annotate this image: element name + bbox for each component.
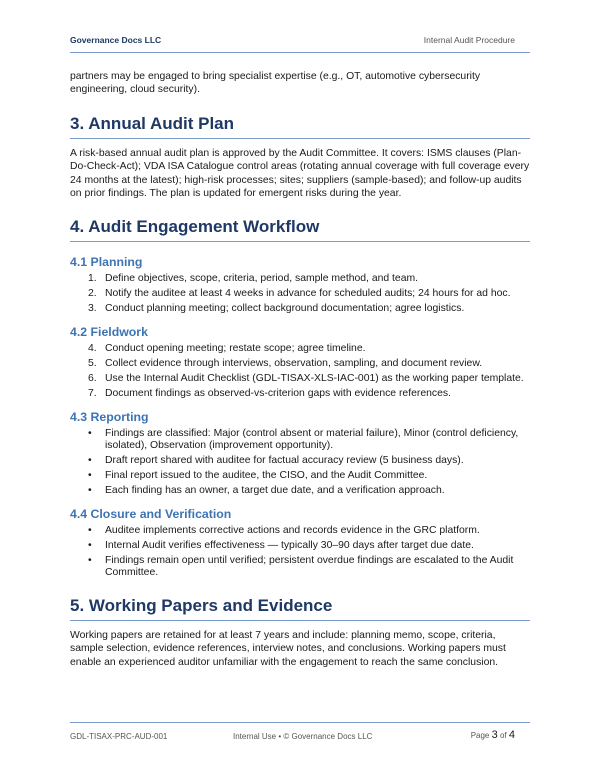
subsection-reporting-heading: 4.3 Reporting bbox=[70, 409, 149, 424]
bullet-icon: • bbox=[88, 455, 92, 467]
list-item-text: Notify the auditee at least 4 weeks in advance for scheduled audits; 24 hours for ad hoc. bbox=[105, 288, 511, 300]
list-item-text: Collect evidence through interviews, observation, sampling, and document review. bbox=[105, 357, 483, 369]
document-id: GDL-TISAX-PRC-AUD-001 bbox=[70, 732, 168, 741]
list-item-text: Auditee implements corrective actions and records evidence in the GRC platform. bbox=[105, 524, 480, 536]
bullet-icon: • bbox=[88, 554, 92, 566]
page-content bbox=[70, 64, 530, 669]
page-total: 4 bbox=[508, 729, 515, 741]
subsection-planning-heading: 4.1 Planning bbox=[70, 255, 143, 270]
classification-label: Internal Use • © Governance Docs LLC bbox=[233, 732, 373, 741]
section-3-heading: 3. Annual Audit Plan bbox=[70, 114, 530, 139]
fieldwork-list bbox=[70, 343, 530, 401]
list-item-text: Conduct opening meeting; restate scope; agree timeline. bbox=[105, 343, 366, 354]
bullet-icon: • bbox=[88, 485, 92, 497]
section-4-heading: 4. Audit Engagement Workflow bbox=[70, 217, 530, 242]
company-name: Governance Docs LLC bbox=[70, 35, 162, 45]
list-item bbox=[70, 555, 530, 580]
list-item-text: Draft report shared with auditee for factual accuracy review (5 business days). bbox=[105, 455, 464, 467]
page-footer bbox=[70, 722, 530, 753]
bullet-icon: • bbox=[88, 470, 92, 482]
list-item bbox=[70, 540, 530, 553]
section-5-heading: 5. Working Papers and Evidence bbox=[70, 596, 530, 621]
list-item bbox=[70, 470, 530, 483]
page-indicator bbox=[471, 729, 515, 741]
list-item-text: Define objectives, scope, criteria, period, sample method, and team. bbox=[105, 273, 419, 285]
list-item bbox=[70, 358, 530, 371]
list-item bbox=[70, 373, 530, 386]
planning-list bbox=[70, 273, 530, 316]
document-title: Internal Audit Procedure bbox=[423, 35, 515, 45]
list-item bbox=[70, 485, 530, 498]
subsection-closure-heading: 4.4 Closure and Verification bbox=[70, 506, 232, 521]
bullet-icon: • bbox=[88, 427, 92, 439]
list-item bbox=[70, 455, 530, 468]
section-3-body: A risk-based annual audit plan is approved by the Audit Committee. It covers: ISMS clauses (Plan-Do-Check-Act); VDA ISA Catalogue control areas (rotating annual coverage with full coverage every 24 months at the latest); high-risk processes; sites; suppliers (sample-based); and follow-up audits on prior findings. The plan is updated for emergent risks during the year. bbox=[70, 147, 530, 200]
list-item bbox=[70, 525, 530, 538]
page-label: Page bbox=[470, 731, 490, 740]
list-item-text: Findings are classified: Major (control absent or material failure), Minor (control deficiency, isolated), Observation (improvement opportunity). bbox=[105, 427, 519, 452]
section-5-body: Working papers are retained for at least 7 years and include: planning memo, scope, criteria, sample selection, evidence references, interview notes, and conclusions. Working papers must enable an experienced auditor unfamiliar with the engagement to reach the same conclusion. bbox=[70, 629, 506, 668]
intro-paragraph: partners may be engaged to bring specialist expertise (e.g., OT, automotive cybersecurity engineering, cloud security). bbox=[70, 71, 481, 96]
list-item-text: Internal Audit verifies effectiveness — typically 30–90 days after target due date. bbox=[105, 539, 474, 551]
of-label: of bbox=[499, 731, 507, 740]
reporting-list bbox=[70, 428, 530, 498]
list-item bbox=[70, 343, 530, 356]
list-number: 1. bbox=[88, 273, 97, 285]
list-item-text: Document findings as observed-vs-criterion gaps with evidence references. bbox=[105, 387, 451, 399]
list-item bbox=[70, 273, 530, 286]
list-item bbox=[70, 303, 530, 316]
list-item bbox=[70, 428, 530, 453]
bullet-icon: • bbox=[88, 524, 92, 536]
bullet-icon: • bbox=[88, 539, 92, 551]
page-header bbox=[70, 32, 530, 53]
list-item-text: Each finding has an owner, a target due date, and a verification approach. bbox=[105, 485, 445, 497]
subsection-fieldwork-heading: 4.2 Fieldwork bbox=[70, 325, 148, 339]
list-number: 5. bbox=[88, 357, 97, 369]
list-item-text: Findings remain open until verified; persistent overdue findings are escalated to the Audit Committee. bbox=[105, 554, 514, 579]
list-item-text: Conduct planning meeting; collect background documentation; agree logistics. bbox=[105, 303, 465, 315]
page-number: 3 bbox=[491, 729, 498, 741]
list-item-text: Use the Internal Audit Checklist (GDL-TISAX-XLS-IAC-001) as the working paper template. bbox=[105, 372, 524, 384]
list-number: 7. bbox=[88, 387, 97, 399]
list-number: 6. bbox=[88, 372, 97, 384]
closure-list bbox=[70, 525, 530, 580]
list-item bbox=[70, 288, 530, 301]
list-item-text: Final report issued to the auditee, the CISO, and the Audit Committee. bbox=[105, 470, 428, 482]
list-number: 4. bbox=[88, 343, 97, 354]
list-number: 3. bbox=[88, 303, 97, 315]
list-item bbox=[70, 388, 530, 401]
list-number: 2. bbox=[88, 288, 97, 300]
